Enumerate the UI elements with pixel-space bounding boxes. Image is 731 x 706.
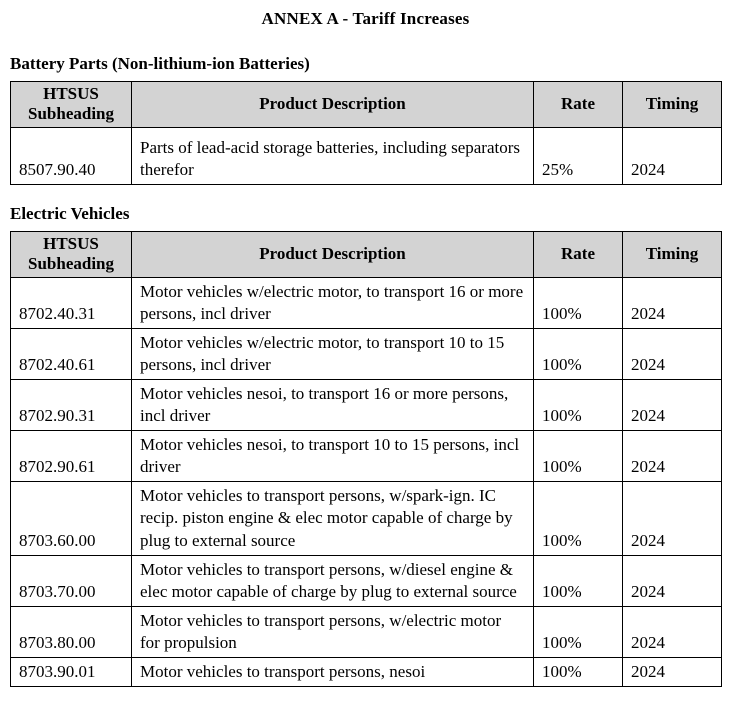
product-description-cell: Motor vehicles nesoi, to transport 10 to 15 persons, incl driver xyxy=(132,431,534,482)
rate-cell: 100% xyxy=(534,606,623,657)
htsus-subheading-cell: 8702.40.61 xyxy=(11,328,132,379)
col-header-rate: Rate xyxy=(534,231,623,277)
rate-cell: 100% xyxy=(534,555,623,606)
section-heading-battery-parts: Battery Parts (Non-lithium-ion Batteries) xyxy=(10,54,310,73)
timing-cell: 2024 xyxy=(623,657,722,686)
col-header-rate: Rate xyxy=(534,82,623,128)
document-page xyxy=(0,9,731,706)
section-battery-parts xyxy=(0,54,731,185)
electric-vehicles-table xyxy=(10,231,722,687)
timing-cell: 2024 xyxy=(623,482,722,555)
table-row xyxy=(11,127,722,184)
table-row xyxy=(11,657,722,686)
table-header-row xyxy=(11,231,722,277)
timing-cell: 2024 xyxy=(623,328,722,379)
page-title: ANNEX A - Tariff Increases xyxy=(261,9,470,28)
col-header-htsus-subheading: HTSUS Subheading xyxy=(11,231,132,277)
product-description-cell: Motor vehicles to transport persons, w/electric motor for propulsion xyxy=(132,606,534,657)
table-row xyxy=(11,379,722,430)
product-description-cell: Motor vehicles w/electric motor, to transport 10 to 15 persons, incl driver xyxy=(132,328,534,379)
rate-cell: 100% xyxy=(534,482,623,555)
rate-cell: 100% xyxy=(534,657,623,686)
timing-cell: 2024 xyxy=(623,127,722,184)
col-header-product-description: Product Description xyxy=(132,82,534,128)
timing-cell: 2024 xyxy=(623,606,722,657)
table-row xyxy=(11,328,722,379)
col-header-timing: Timing xyxy=(623,231,722,277)
htsus-subheading-cell: 8703.80.00 xyxy=(11,606,132,657)
section-heading-electric-vehicles: Electric Vehicles xyxy=(10,203,130,223)
timing-cell: 2024 xyxy=(623,431,722,482)
table-row xyxy=(11,555,722,606)
product-description-cell: Motor vehicles w/electric motor, to transport 16 or more persons, incl driver xyxy=(132,277,534,328)
section-electric-vehicles xyxy=(0,204,731,687)
battery-parts-table xyxy=(10,81,722,185)
htsus-subheading-cell: 8507.90.40 xyxy=(11,127,132,184)
htsus-subheading-cell: 8702.90.61 xyxy=(11,431,132,482)
timing-cell: 2024 xyxy=(623,379,722,430)
table-header-row xyxy=(11,82,722,128)
rate-cell: 100% xyxy=(534,379,623,430)
table-row xyxy=(11,482,722,555)
timing-cell: 2024 xyxy=(623,277,722,328)
col-header-htsus-subheading: HTSUS Subheading xyxy=(11,82,132,128)
product-description-cell: Parts of lead-acid storage batteries, including separators therefor xyxy=(132,127,534,184)
product-description-cell: Motor vehicles nesoi, to transport 16 or more persons, incl driver xyxy=(132,379,534,430)
rate-cell: 25% xyxy=(534,127,623,184)
htsus-subheading-cell: 8702.90.31 xyxy=(11,379,132,430)
rate-cell: 100% xyxy=(534,328,623,379)
table-row xyxy=(11,277,722,328)
rate-cell: 100% xyxy=(534,431,623,482)
timing-cell: 2024 xyxy=(623,555,722,606)
product-description-cell: Motor vehicles to transport persons, w/spark-ign. IC recip. piston engine & elec motor capable of charge by plug to external source xyxy=(132,482,534,555)
product-description-cell: Motor vehicles to transport persons, w/diesel engine & elec motor capable of charge by plug to external source xyxy=(132,555,534,606)
col-header-timing: Timing xyxy=(623,82,722,128)
rate-cell: 100% xyxy=(534,277,623,328)
htsus-subheading-cell: 8703.90.01 xyxy=(11,657,132,686)
col-header-product-description: Product Description xyxy=(132,231,534,277)
htsus-subheading-cell: 8703.60.00 xyxy=(11,482,132,555)
product-description-cell: Motor vehicles to transport persons, nesoi xyxy=(132,657,534,686)
table-row xyxy=(11,606,722,657)
htsus-subheading-cell: 8703.70.00 xyxy=(11,555,132,606)
table-row xyxy=(11,431,722,482)
htsus-subheading-cell: 8702.40.31 xyxy=(11,277,132,328)
